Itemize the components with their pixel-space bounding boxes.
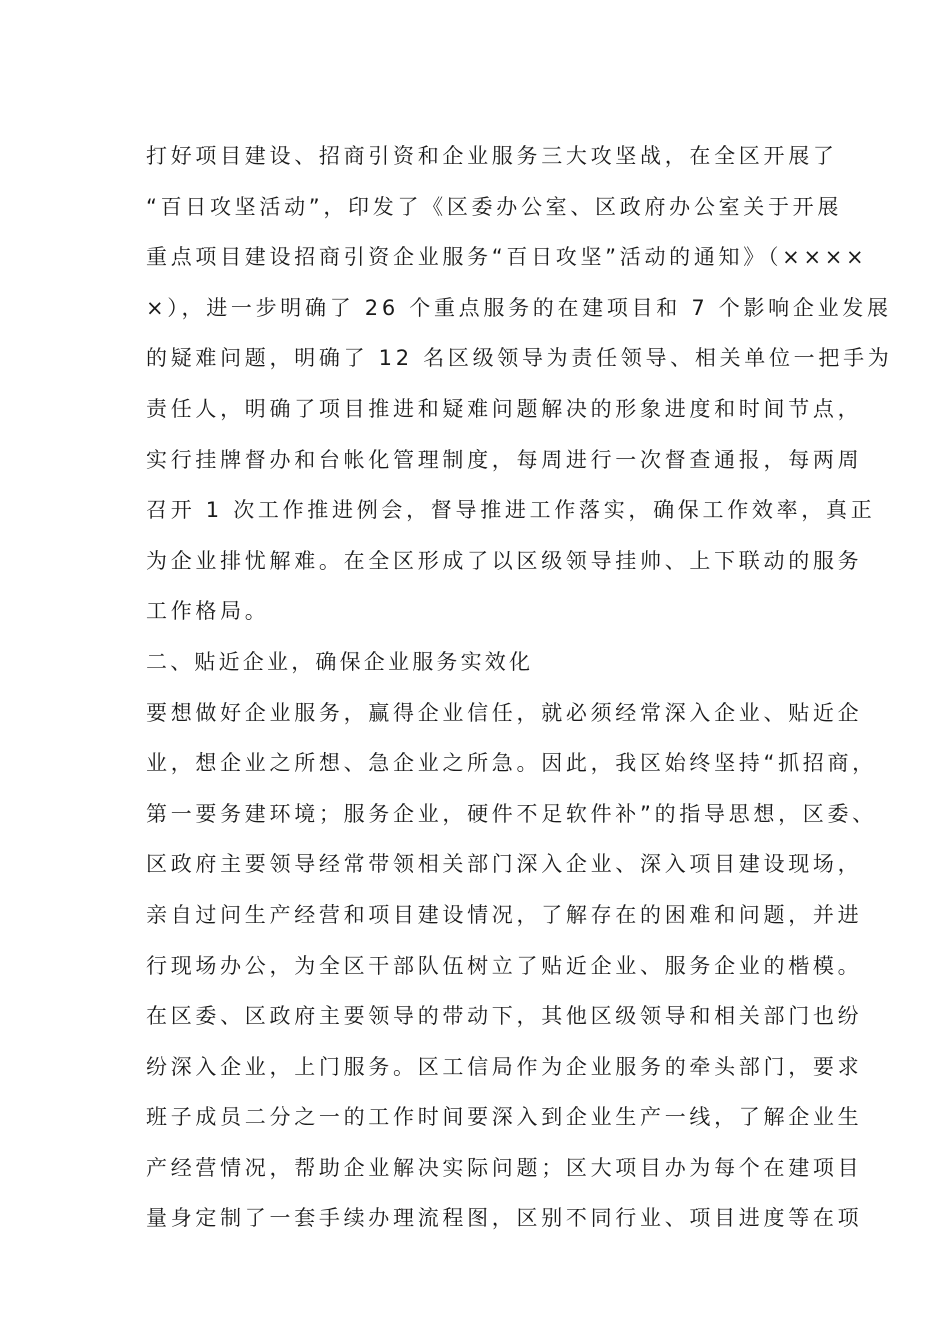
text-line: 量身定制了一套手续办理流程图，区别不同行业、项目进度等在项 — [146, 1206, 863, 1231]
text-line: 班子成员二分之一的工作时间要深入到企业生产一线，了解企业生 — [146, 1105, 863, 1130]
text-line: ×），进一步明确了 26 个重点服务的在建项目和 7 个影响企业发展 — [146, 295, 892, 320]
document-body — [146, 131, 893, 1244]
text-line: 实行挂牌督办和台帐化管理制度，每周进行一次督查通报，每两周 — [146, 447, 863, 472]
text-line: 第一要务建环境；服务企业，硬件不足软件补”的指导思想，区委、 — [146, 801, 877, 826]
text-line: 亲自过问生产经营和项目建设情况，了解存在的困难和问题，并进 — [146, 902, 863, 927]
text-line: “百日攻坚活动”，印发了《区委办公室、区政府办公室关于开展 — [146, 194, 843, 219]
text-line: 在区委、区政府主要领导的带动下，其他区级领导和相关部门也纷 — [146, 1004, 863, 1029]
text-line: 的疑难问题，明确了 12 名区级领导为责任领导、相关单位一把手为 — [146, 346, 893, 371]
text-line: 为企业排忧解难。在全区形成了以区级领导挂帅、上下联动的服务 — [146, 548, 863, 573]
text-line: 业，想企业之所想、急企业之所急。因此，我区始终坚持“抓招商， — [146, 751, 877, 776]
text-line: 区政府主要领导经常带领相关部门深入企业、深入项目建设现场， — [146, 852, 863, 877]
text-line: 工作格局。 — [146, 599, 270, 624]
text-line: 重点项目建设招商引资企业服务“百日攻坚”活动的通知》（×××× — [146, 245, 868, 270]
text-line: 责任人，明确了项目推进和疑难问题解决的形象进度和时间节点， — [146, 396, 863, 421]
text-line: 打好项目建设、招商引资和企业服务三大攻坚战，在全区开展了 — [146, 144, 838, 168]
text-line: 纷深入企业，上门服务。区工信局作为企业服务的牵头部门，要求 — [146, 1054, 863, 1079]
section-heading: 二、贴近企业，确保企业服务实效化 — [146, 649, 534, 674]
text-line: 产经营情况，帮助企业解决实际问题；区大项目办为每个在建项目 — [146, 1155, 863, 1180]
text-line: 要想做好企业服务，赢得企业信任，就必须经常深入企业、贴近企 — [146, 700, 863, 725]
text-line: 行现场办公，为全区干部队伍树立了贴近企业、服务企业的楷模。 — [146, 953, 863, 978]
text-line: 召开 1 次工作推进例会，督导推进工作落实，确保工作效率，真正 — [146, 498, 876, 523]
